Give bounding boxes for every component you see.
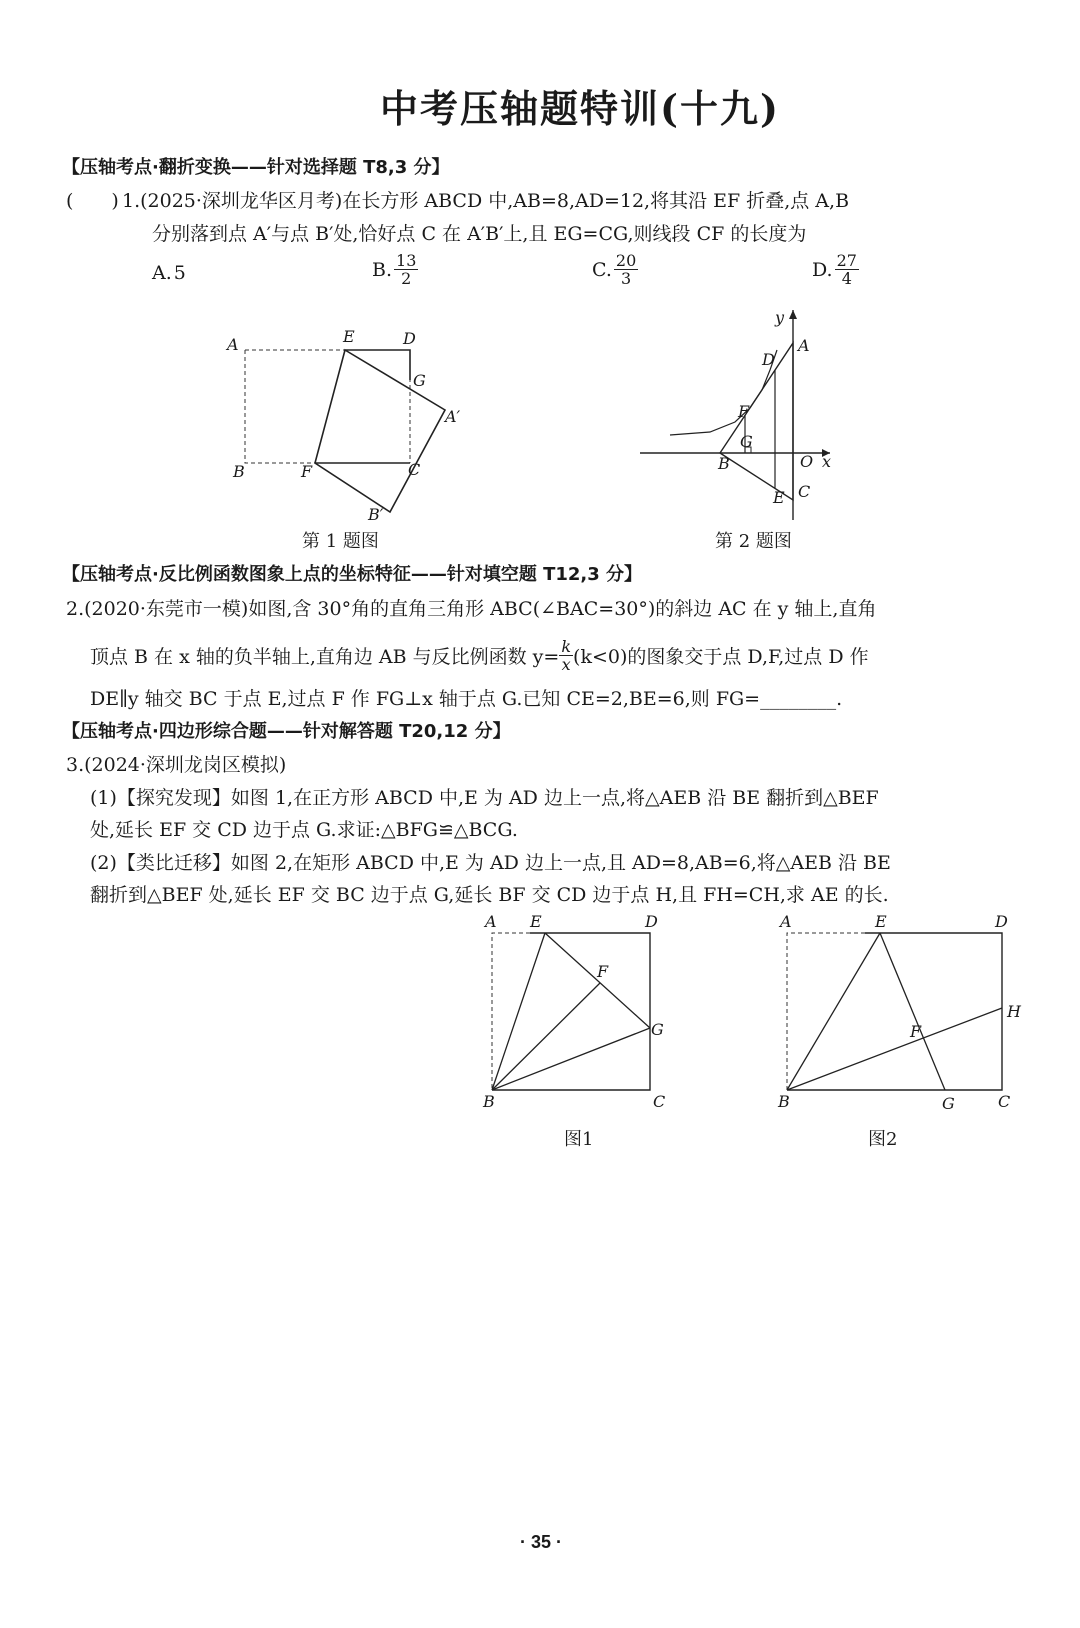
q1-figure-caption: 第 1 题图 (302, 531, 379, 552)
option-denominator: 2 (401, 269, 412, 288)
q1-text-line2: 分别落到点 A′与点 B′处,恰好点 C 在 A′B′上,且 EG=CG,则线段 CF 的长度为 (152, 223, 807, 245)
label-E: E (343, 327, 355, 346)
section-heading-1: 【压轴考点·翻折变换——针对选择题 T8,3 分】 (62, 157, 450, 178)
label-C: C (998, 1092, 1011, 1111)
label-x: x (822, 452, 832, 471)
label-E: E (875, 912, 887, 931)
q3-part1-line1: (1)【探究发现】如图 1,在正方形 ABCD 中,E 为 AD 边上一点,将△AEB 沿 BE 翻折到△BEF (90, 787, 879, 809)
segment-be (492, 933, 545, 1090)
option-label: C. (592, 258, 612, 281)
label-D: D (762, 350, 775, 369)
frac-denominator: x (561, 655, 571, 674)
option-denominator: 3 (620, 269, 632, 288)
section-heading-2: 【压轴考点·反比例函数图象上点的坐标特征——针对填空题 T12,3 分】 (62, 564, 643, 585)
q3-figure-2-caption: 图2 (868, 1129, 898, 1150)
option-label: B. (372, 258, 393, 281)
label-O: O (800, 452, 814, 471)
segment-be (787, 933, 880, 1090)
label-G: G (942, 1094, 955, 1113)
edge-edg (345, 350, 410, 380)
label-D: D (403, 329, 416, 348)
option-value: 5 (173, 262, 186, 284)
original-edges (245, 350, 315, 463)
q2-text-line3: DE∥y 轴交 BC 于点 E,过点 F 作 FG⊥x 轴于点 G.已知 CE=2,BE=6,则 FG=________. (90, 688, 843, 710)
label-D: D (995, 912, 1008, 931)
page-number: · 35 · (520, 1532, 563, 1552)
q3-part2-line2: 翻折到△BEF 处,延长 EF 交 BC 边于点 G,延长 BF 交 CD 边于点 H,且 FH=CH,求 AE 的长. (90, 884, 889, 906)
q1-option-c (592, 252, 638, 287)
label-B: B (778, 1092, 790, 1111)
segment-bf (492, 983, 600, 1090)
option-label: D. (812, 258, 833, 281)
segment-eg (880, 933, 945, 1090)
label-F: F (301, 462, 313, 481)
label-E: E (530, 912, 542, 931)
rectangle-outline (787, 933, 1002, 1090)
label-H: H (1007, 1002, 1021, 1021)
q2-figure-caption: 第 2 题图 (715, 531, 792, 552)
segment-bh (787, 1008, 1002, 1090)
label-E: E (773, 488, 785, 507)
q1-option-d (812, 252, 859, 287)
q2-text-line1: 2.(2020·东莞市一模)如图,含 30°角的直角三角形 ABC(∠BAC=30°)的斜边 AC 在 y 轴上,直角 (66, 598, 877, 620)
label-F: F (738, 402, 750, 421)
label-C: C (653, 1092, 666, 1111)
label-G: G (740, 432, 753, 451)
q3-figure-1 (475, 905, 685, 1115)
label-A: A (780, 912, 792, 931)
q2-text-line2 (90, 638, 869, 673)
label-F: F (910, 1022, 922, 1041)
label-A: A (485, 912, 497, 931)
label-B: B (718, 454, 730, 473)
option-numerator: 27 (836, 251, 857, 270)
label-y: y (775, 308, 785, 327)
q3-figure-1-caption: 图1 (564, 1129, 594, 1150)
label-B-prime: B′ (368, 505, 384, 524)
section-heading-3: 【压轴考点·四边形综合题——针对解答题 T20,12 分】 (62, 721, 511, 742)
q2-text-line2a: 顶点 B 在 x 轴的负半轴上,直角边 AB 与反比例函数 y= (90, 646, 560, 668)
label-B: B (233, 462, 245, 481)
option-numerator: 13 (396, 251, 417, 270)
q1-figure (215, 320, 485, 535)
option-numerator: 20 (615, 251, 637, 270)
segment-bg (492, 1028, 650, 1090)
q1-option-a (152, 262, 186, 284)
label-B: B (483, 1092, 495, 1111)
label-C: C (798, 482, 811, 501)
label-C: C (408, 460, 421, 479)
q2-text-line2b: (k<0)的图象交于点 D,F,过点 D 作 (573, 646, 869, 668)
page-title: 中考压轴题特训(十九) (380, 86, 780, 131)
q3-part1-line2: 处,延长 EF 交 CD 边于点 G.求证:△BFG≌△BCG. (90, 819, 518, 841)
triangle-abc (720, 343, 793, 500)
q3-part2-line1: (2)【类比迁移】如图 2,在矩形 ABCD 中,E 为 AD 边上一点,且 AD=8,AB=6,将△AEB 沿 BE (90, 852, 891, 874)
label-A-prime: A′ (445, 407, 461, 426)
label-A: A (227, 335, 239, 354)
label-G: G (413, 371, 426, 390)
q2-figure (630, 305, 860, 530)
label-A: A (798, 336, 810, 355)
frac-numerator: k (561, 637, 572, 656)
q1-option-b (372, 252, 418, 287)
label-D: D (645, 912, 658, 931)
label-F: F (597, 962, 609, 981)
option-denominator: 4 (841, 269, 852, 288)
q3-text-line1: 3.(2024·深圳龙岗区模拟) (66, 754, 287, 776)
q1-answer-bracket: ( ) (66, 190, 119, 212)
label-G: G (651, 1020, 664, 1039)
q1-text-line1: 1.(2025·深圳龙华区月考)在长方形 ABCD 中,AB=8,AD=12,将其沿 EF 折叠,点 A,B (122, 190, 850, 212)
q3-figure-2 (770, 905, 1030, 1115)
option-label: A. (152, 262, 172, 284)
